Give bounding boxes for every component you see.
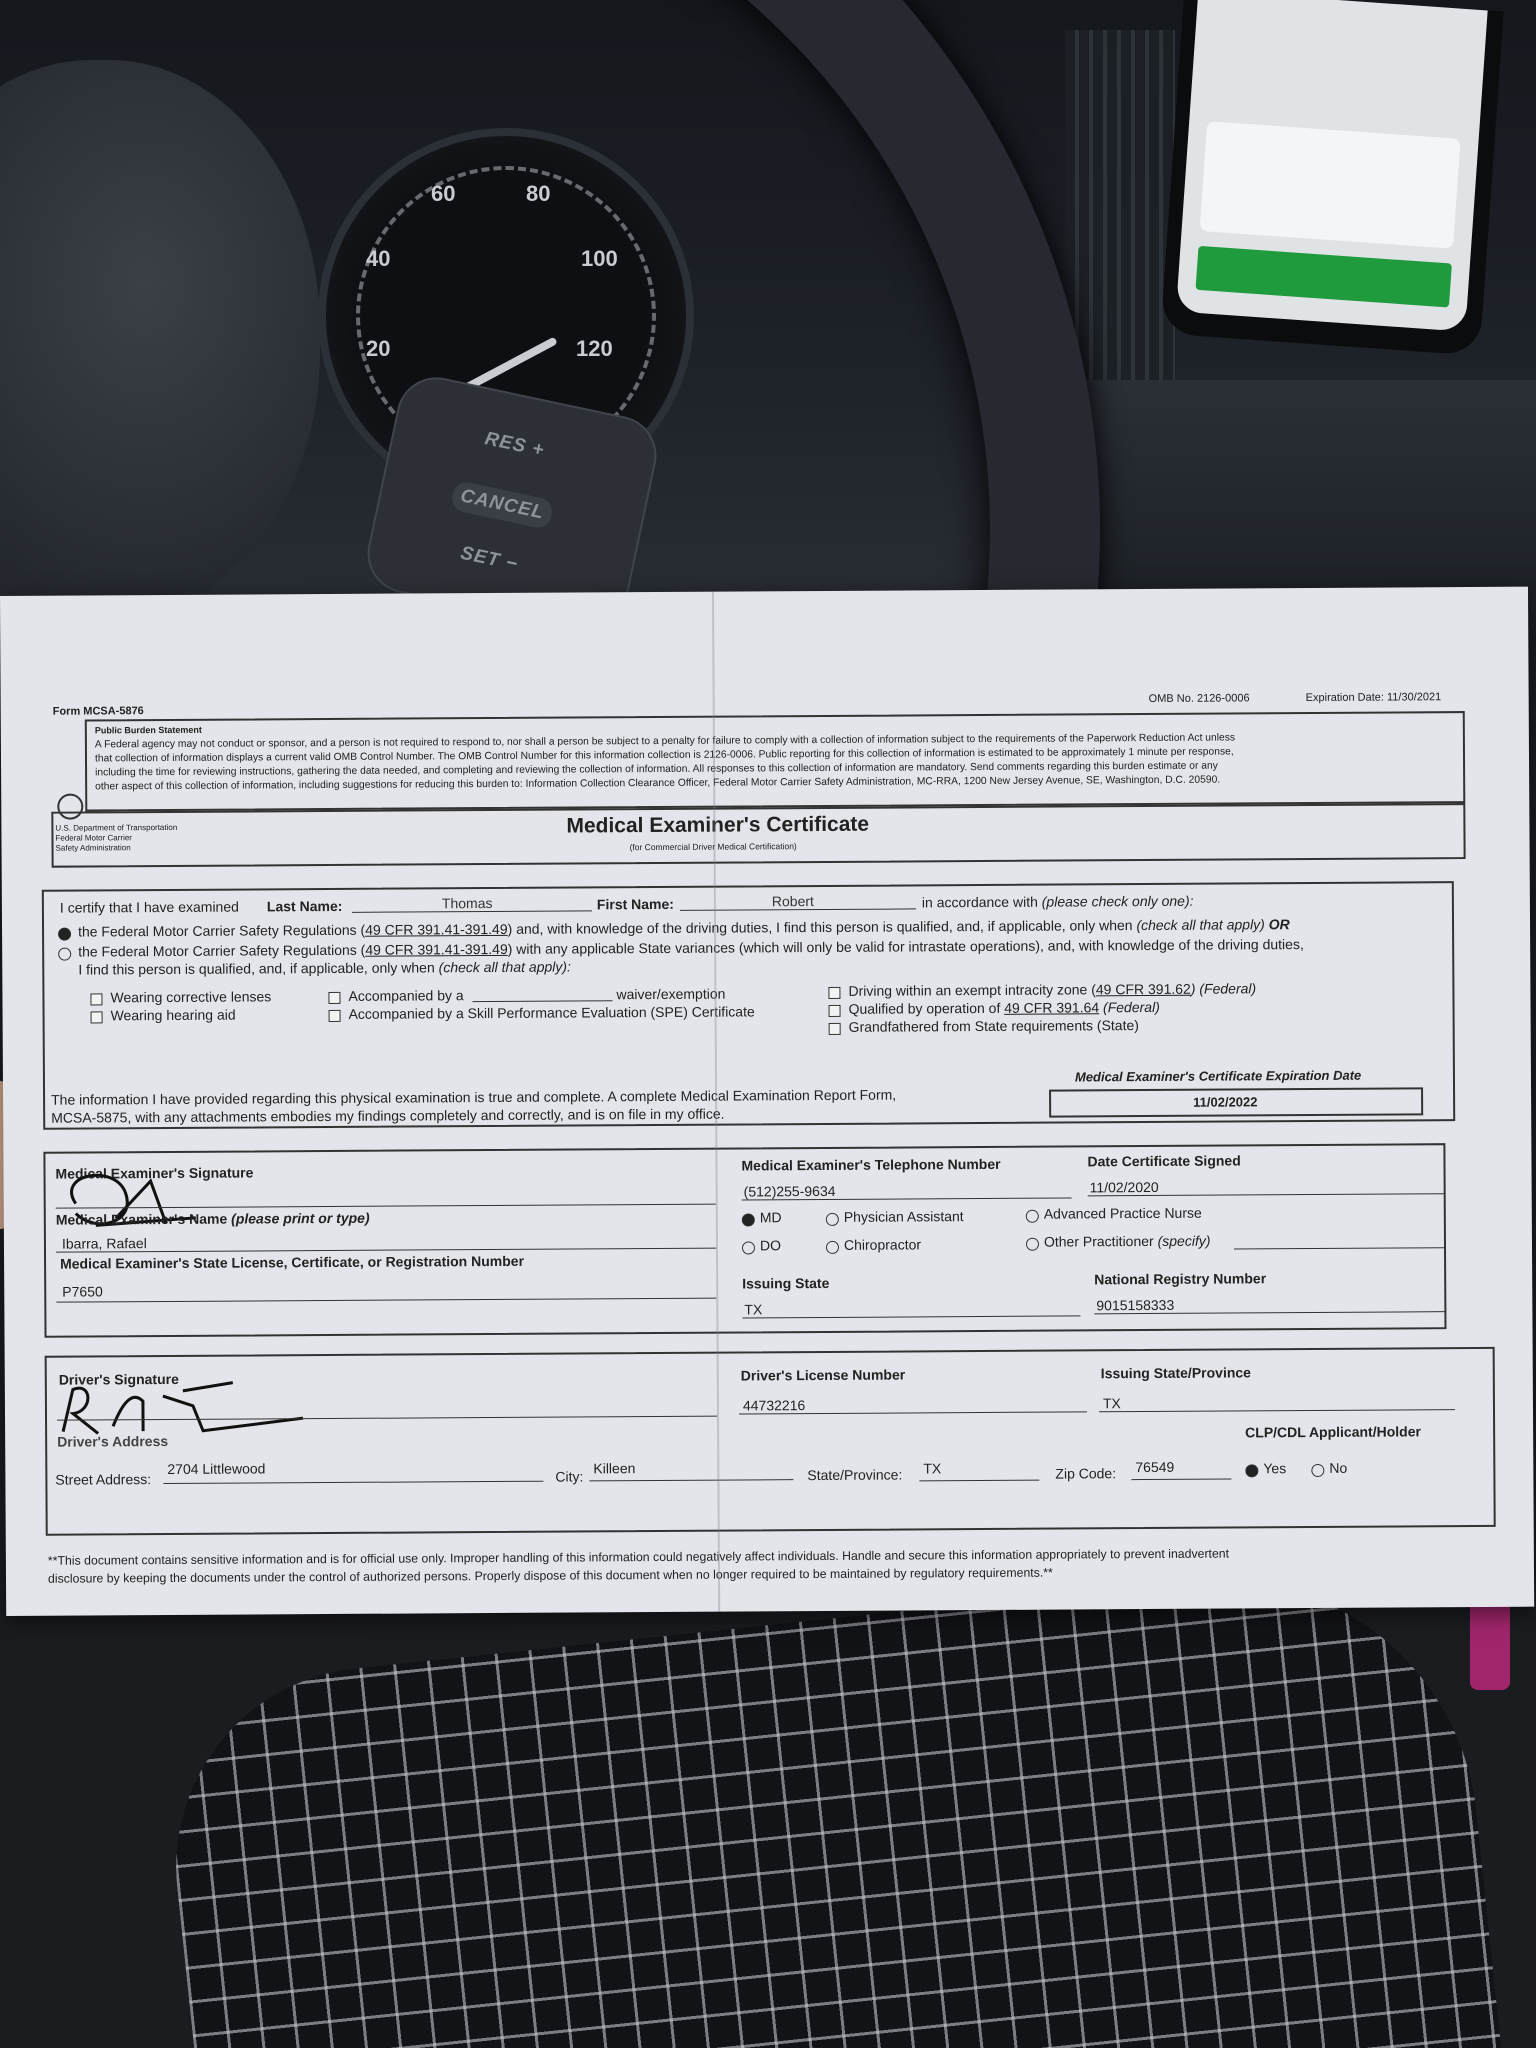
- grandfathered-label: Grandfathered from State requirements (State): [848, 1017, 1139, 1035]
- option-state-radio[interactable]: [58, 948, 71, 961]
- form-title: Medical Examiner's Certificate: [566, 812, 870, 838]
- issuing-state-label: Issuing State: [742, 1274, 830, 1292]
- burden-line: other aspect of this collection of information, including suggestions for reducing this burden to: Information Collection Clearance Officer, Federal Motor Carrier Safety Administration, MC-RRA, 1200 New Jersey Avenue, SE, Washington, D.C. 20590.: [95, 774, 1221, 793]
- omb-number: OMB No. 2126-0006: [1148, 692, 1250, 705]
- attest-line-2: MCSA-5875, with any attachments embodies my findings completely and correctly, and is on file in my office.: [51, 1105, 725, 1126]
- corrective-lenses-label: Wearing corrective lenses: [110, 988, 272, 1006]
- examiner-name-value: Ibarra, Rafael: [61, 1235, 147, 1252]
- driver-signature-label: Driver's Signature: [58, 1370, 179, 1388]
- option-state-text-2: I find this person is qualified, and, if applicable, only when (check all that apply):: [78, 958, 571, 978]
- spe-checkbox[interactable]: [329, 1010, 341, 1022]
- spe-label: Accompanied by a Skill Performance Evaluation (SPE) Certificate: [348, 1003, 755, 1022]
- other-practitioner-radio[interactable]: [1026, 1238, 1039, 1251]
- hearing-aid-checkbox[interactable]: [91, 1011, 103, 1023]
- physician-assistant-label: Physician Assistant: [843, 1208, 964, 1225]
- expiration-date-label: Medical Examiner's Certificate Expiration Date: [1074, 1067, 1362, 1085]
- do-label: DO: [759, 1237, 782, 1254]
- examiner-license-label: Medical Examiner's State License, Certificate, or Registration Number: [60, 1252, 525, 1272]
- gauge-number: 20: [366, 336, 391, 361]
- expiration-date-value: 11/02/2022: [1193, 1094, 1258, 1110]
- nurse-radio[interactable]: [1026, 1210, 1039, 1223]
- registry-number-value: 9015158333: [1096, 1296, 1175, 1314]
- street-label: Street Address:: [55, 1471, 152, 1488]
- state-province-value: TX: [923, 1460, 942, 1477]
- intracity-label: Driving within an exempt intracity zone (49 CFR 391.62) (Federal): [848, 980, 1257, 999]
- phone-go-button: [1195, 246, 1451, 308]
- gauge-number: 100: [581, 246, 618, 271]
- set-button-label: SET −: [458, 542, 521, 576]
- chiropractor-radio[interactable]: [826, 1241, 839, 1254]
- driver-signature-mark: [53, 1370, 313, 1442]
- form-number: Form MCSA-5876: [52, 705, 144, 718]
- driver-state-value: TX: [1102, 1395, 1121, 1412]
- gauge-number: 80: [526, 181, 551, 206]
- first-name-value: Robert: [771, 893, 814, 910]
- nurse-label: Advanced Practice Nurse: [1043, 1204, 1202, 1222]
- md-radio[interactable]: [742, 1213, 755, 1226]
- dot-logo-icon: [57, 793, 83, 819]
- agency-line: Safety Administration: [55, 843, 131, 853]
- chiropractor-label: Chiropractor: [843, 1236, 922, 1253]
- other-practitioner-label: Other Practitioner (specify): [1043, 1232, 1211, 1250]
- certify-intro: I certify that I have examined: [59, 898, 239, 916]
- street-value: 2704 Littlewood: [167, 1460, 266, 1477]
- plaid-pants: [156, 1590, 1503, 2048]
- expiration-date: Expiration Date: 11/30/2021: [1305, 691, 1442, 705]
- driver-license-value: 44732216: [742, 1397, 806, 1414]
- grandfathered-checkbox[interactable]: [829, 1023, 841, 1035]
- hearing-aid-label: Wearing hearing aid: [110, 1006, 236, 1024]
- form-subtitle: (for Commercial Driver Medical Certification): [629, 841, 797, 853]
- qualified-operation-checkbox[interactable]: [829, 1005, 841, 1017]
- registry-number-label: National Registry Number: [1094, 1270, 1267, 1288]
- physician-assistant-radio[interactable]: [826, 1213, 839, 1226]
- state-province-label: State/Province:: [807, 1466, 903, 1484]
- examiner-license-value: P7650: [62, 1283, 103, 1300]
- accordance-text: in accordance with (please check only one):: [921, 892, 1194, 911]
- zip-value: 76549: [1135, 1458, 1175, 1476]
- attest-line-1: The information I have provided regarding this physical examination is true and complete. A complete Medical Examination Report Form,: [51, 1086, 897, 1108]
- burden-line: that collection of information displays a current valid OMB Control Number. The OMB Control Number for this information collection is 2126-0006. Public reporting for this collection of information is estimated to be approximately 1 minute per response,: [94, 746, 1234, 765]
- last-name-label: Last Name:: [266, 897, 343, 915]
- clp-no-label: No: [1329, 1459, 1348, 1476]
- burden-line: including the time for reviewing instructions, gathering the data needed, and completing and reviewing the collection of information. All responses to this collection of information are mandatory. Send comments regarding this burden estimate or any: [95, 760, 1218, 779]
- option-state-text: the Federal Motor Carrier Safety Regulations (49 CFR 391.41-391.49) with any applicable State variances (which will only be valid for intrastate operations), and, with knowledge of the driving duties,: [78, 936, 1304, 960]
- examiner-name-label: Medical Examiner's Name (please print or type): [55, 1209, 370, 1228]
- md-label: MD: [759, 1209, 782, 1226]
- intracity-checkbox[interactable]: [828, 987, 840, 999]
- driver-address-label: Driver's Address: [57, 1432, 169, 1450]
- phone-mount: [1160, 0, 1503, 356]
- pink-object: [1470, 1600, 1510, 1690]
- res-button-label: RES +: [482, 428, 547, 462]
- first-name-label: First Name:: [596, 895, 674, 913]
- clp-yes-label: Yes: [1263, 1460, 1287, 1477]
- clp-yes-radio[interactable]: [1245, 1464, 1258, 1477]
- car-dashboard-background: [0, 0, 1536, 630]
- driver-state-label: Issuing State/Province: [1100, 1364, 1251, 1382]
- clp-cdl-label: CLP/CDL Applicant/Holder: [1245, 1423, 1421, 1441]
- burden-title: Public Burden Statement: [94, 724, 202, 736]
- waiver-checkbox[interactable]: [328, 992, 340, 1004]
- zip-label: Zip Code:: [1055, 1465, 1117, 1482]
- medical-certificate-paper: [0, 587, 1534, 1616]
- option-federal-radio[interactable]: [58, 928, 71, 941]
- footer-line-1: **This document contains sensitive information and is for official use only. Improper handling of this information could negatively affect individuals. Handle and secure this information appropriately to prevent inadvertent: [47, 1546, 1230, 1568]
- waiver-label: waiver/exemption: [616, 985, 726, 1003]
- agency-line: U.S. Department of Transportation: [55, 822, 178, 833]
- city-label: City:: [555, 1468, 584, 1485]
- date-signed-value: 11/02/2020: [1089, 1178, 1159, 1196]
- gauge-number: 40: [366, 246, 391, 271]
- agency-line: Federal Motor Carrier: [55, 833, 132, 843]
- examiner-phone-label: Medical Examiner's Telephone Number: [741, 1155, 1001, 1174]
- phone-screen: [1176, 0, 1488, 332]
- examiner-phone-value: (512)255-9634: [743, 1182, 836, 1200]
- cancel-button-label: CANCEL: [450, 480, 555, 530]
- gauge-number: 60: [431, 181, 456, 206]
- gauge-number: 120: [576, 336, 613, 361]
- phone-status-card: [1200, 121, 1461, 248]
- clp-no-radio[interactable]: [1311, 1464, 1324, 1477]
- do-radio[interactable]: [742, 1241, 755, 1254]
- driver-license-label: Driver's License Number: [740, 1366, 906, 1384]
- burden-line: A Federal agency may not conduct or sponsor, and a person is not required to respond to, nor shall a person be subject to a penalty for failure to comply with a collection of information subject to the requirements of the Paperwork Reduction Act unless: [94, 732, 1236, 751]
- option-federal-text: the Federal Motor Carrier Safety Regulations (49 CFR 391.41-391.49) and, with knowledge of the driving duties, I find this person is qualified, and, if applicable, only when (check all that apply) OR: [78, 916, 1290, 940]
- lap-background: [0, 1590, 1536, 2048]
- examiner-signature-label: Medical Examiner's Signature: [55, 1164, 254, 1182]
- footer-line-2: disclosure by keeping the documents under the control of authorized persons. Properly dispose of this document when no longer required to be maintained by regulatory requirements.**: [47, 1565, 1053, 1586]
- corrective-lenses-checkbox[interactable]: [90, 993, 102, 1005]
- last-name-value: Thomas: [441, 894, 493, 912]
- accompanied-label: Accompanied by a: [348, 987, 464, 1004]
- qualified-operation-label: Qualified by operation of 49 CFR 391.64 (Federal): [848, 998, 1160, 1017]
- city-value: Killeen: [593, 1460, 636, 1477]
- date-signed-label: Date Certificate Signed: [1087, 1152, 1241, 1170]
- issuing-state-value: TX: [744, 1301, 763, 1318]
